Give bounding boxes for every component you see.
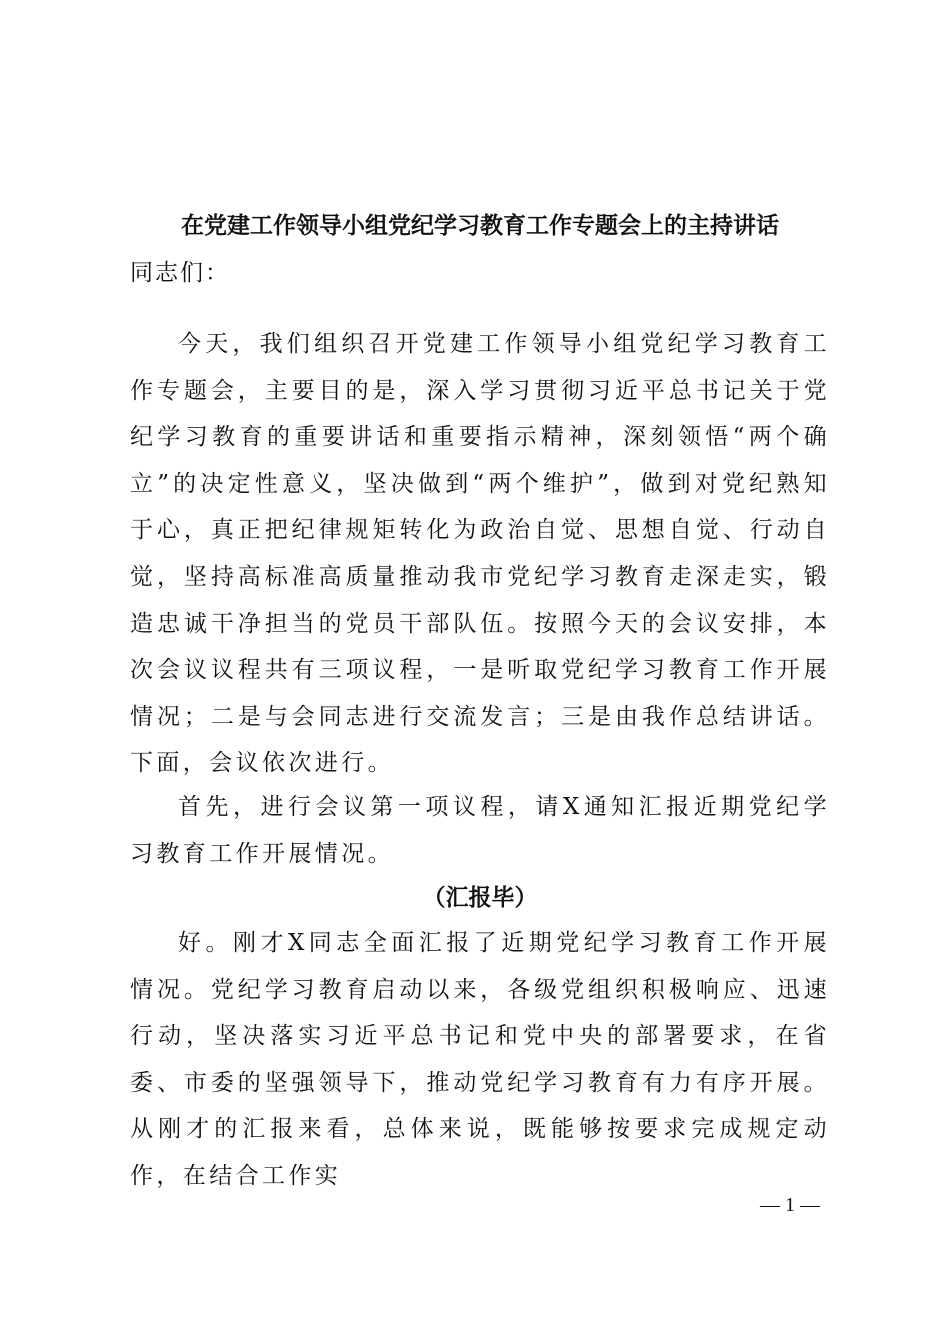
paragraph-comments: 好。刚才X同志全面汇报了近期党纪学习教育工作开展情况。党纪学习教育启动以来，各级党组织积极响应、迅速行动，坚决落实习近平总书记和党中央的部署要求，在省委、市委的坚强领导下，推动党纪学习教育有力有序开展。从刚才的汇报来看，总体来说，既能够按要求完成规定动作，在结合工作实 — [130, 930, 830, 1189]
salutation: 同志们： — [130, 260, 230, 286]
document-title: 在党建工作领导小组党纪学习教育工作专题会上的主持讲话 — [181, 212, 779, 239]
paragraph-first-agenda: 首先，进行会议第一项议程，请X通知汇报近期党纪学习教育工作开展情况。 — [130, 794, 830, 867]
paragraph-opening: 今天，我们组织召开党建工作领导小组党纪学习教育工作专题会，主要目的是，深入学习贯彻习近平总书记关于党纪学习教育的重要讲话和重要指示精神，深刻领悟“两个确立”的决定性意义，坚决做到“两个维护”，做到对党纪熟知于心，真正把纪律规矩转化为政治自觉、思想自觉、行动自觉，坚持高标准高质量推动我市党纪学习教育走深走实，锻造忠诚干净担当的党员干部队伍。按照今天的会议安排，本次会议议程共有三项议程，一是听取党纪学习教育工作开展情况；二是与会同志进行交流发言；三是由我作总结讲话。下面，会议依次进行。 — [130, 331, 830, 777]
page-number: — 1 — — [760, 1194, 820, 1216]
report-finished-note: （汇报毕） — [422, 884, 538, 911]
